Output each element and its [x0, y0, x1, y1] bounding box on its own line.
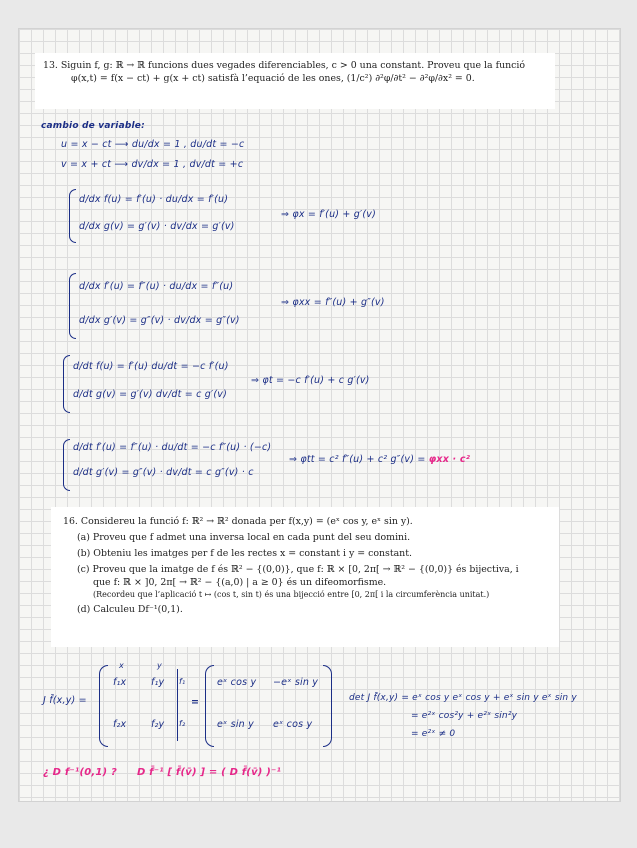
matrix2-entry-21: eˣ sin y	[217, 719, 254, 730]
ft-result: ⇒ φt = −c f′(u) + c g′(v)	[251, 375, 370, 386]
matrix2-right-paren	[323, 665, 332, 747]
brace-second-derivative-t	[63, 439, 70, 491]
problem-16-part-c: (c) Proveu que la imatge de f és ℝ² − {(0,0)}, que f: ℝ × [0, 2π[ → ℝ² − {(0,0)} és bijectiva, i	[77, 564, 519, 575]
jacobian-col-x: x	[119, 661, 124, 670]
problem-16-part-c-cont: que f: ℝ × ]0, 2π[ → ℝ² − {(a,0) | a ≥ 0} és un difeomorfisme.	[93, 577, 387, 588]
brace-first-derivative-x	[69, 189, 76, 243]
matrix-entry-11: f₁x	[113, 677, 127, 688]
ft-line-1: d/dt f(u) = f′(u) du/dt = −c f′(u)	[73, 361, 229, 372]
jacobian-col-y: y	[157, 661, 162, 670]
problem-16-part-b: (b) Obteniu les imatges per f de les rectes x = constant i y = constant.	[77, 548, 412, 559]
matrix-entry-21: f₂x	[113, 719, 127, 730]
fxx-result: ⇒ φxx = f″(u) + g″(v)	[281, 297, 385, 308]
problem-13-line-2: φ(x,t) = f(x − ct) + g(x + ct) satisfà l’equació de les ones, (1/c²) ∂²φ/∂t² − ∂²φ/∂x² = 0.	[71, 73, 475, 84]
jacobian-label: J f̄(x,y) =	[43, 695, 87, 706]
problem-16-part-a: (a) Proveu que f admet una inversa local en cada punt del seu domini.	[77, 532, 411, 543]
fx-line-2: d/dx g(v) = g′(v) · dv/dx = g′(v)	[79, 221, 235, 232]
ftt-result-highlight: φxx · c²	[428, 454, 471, 465]
substitution-u: u = x − ct ⟶ du/dx = 1 , du/dt = −c	[61, 139, 245, 150]
inverse-equation: D f̄⁻¹ [ f̄(v̄) ] = ( D f̄(v̄) )⁻¹	[137, 767, 282, 778]
ftt-line-2: d/dt g′(v) = g″(v) · dv/dt = c g″(v) · c	[73, 467, 254, 478]
matrix-left-paren	[99, 665, 108, 747]
fxx-line-1: d/dx f′(u) = f″(u) · du/dx = f″(u)	[79, 281, 234, 292]
ft-line-2: d/dt g(v) = g′(v) dv/dt = c g′(v)	[73, 389, 227, 400]
matrix2-entry-12: −eˣ sin y	[273, 677, 319, 688]
substitution-v: v = x + ct ⟶ dv/dx = 1 , dv/dt = +c	[61, 159, 244, 170]
ftt-result-expression: ⇒ φtt = c² f″(u) + c² g″(v) =	[289, 454, 426, 465]
matrix-divider	[177, 669, 178, 741]
matrix-entry-12: f₁y	[151, 677, 165, 688]
problem-16-statement	[51, 507, 559, 647]
change-of-variable-heading: cambio de variable:	[41, 121, 145, 131]
determinant-line-3: = e²ˣ ≠ 0	[411, 729, 456, 739]
ftt-line-1: d/dt f′(u) = f″(u) · du/dt = −c f″(u) · (−c)	[73, 442, 272, 453]
fxx-line-2: d/dx g′(v) = g″(v) · dv/dx = g″(v)	[79, 315, 240, 326]
problem-13-statement	[35, 53, 555, 109]
ftt-result	[289, 454, 470, 465]
equals-sign: =	[191, 697, 200, 708]
fx-line-1: d/dx f(u) = f′(u) · du/dx = f′(u)	[79, 194, 229, 205]
brace-second-derivative-x	[69, 273, 76, 339]
problem-13-line-1: 13. Siguin f, g: ℝ → ℝ funcions dues vegades diferenciables, c > 0 una constant. Proveu que la funció	[43, 60, 526, 71]
problem-16-intro: 16. Considereu la funció f: ℝ² → ℝ² donada per f(x,y) = (eˣ cos y, eˣ sin y).	[63, 516, 413, 527]
problem-16-part-d: (d) Calculeu Df⁻¹(0,1).	[77, 604, 183, 615]
inverse-question: ¿ D f⁻¹(0,1) ?	[43, 767, 118, 778]
determinant-line-2: = e²ˣ cos²y + e²ˣ sin²y	[411, 711, 518, 721]
matrix2-entry-11: eˣ cos y	[217, 677, 257, 688]
row-label-f2: f₂	[179, 719, 186, 728]
matrix-entry-22: f₂y	[151, 719, 165, 730]
brace-first-derivative-t	[63, 355, 70, 413]
row-label-f1: f₁	[179, 677, 186, 686]
problem-16-part-c-note: (Recordeu que l’aplicació t ↦ (cos t, sin t) és una bijecció entre [0, 2π[ i la circumferència unitat.)	[93, 590, 490, 599]
notes-page	[18, 28, 621, 802]
matrix2-left-paren	[205, 665, 214, 747]
matrix2-entry-22: eˣ cos y	[273, 719, 313, 730]
determinant-line-1: det J f̄(x,y) = eˣ cos y eˣ cos y + eˣ sin y eˣ sin y	[349, 693, 577, 703]
fx-result: ⇒ φx = f′(u) + g′(v)	[281, 209, 377, 220]
